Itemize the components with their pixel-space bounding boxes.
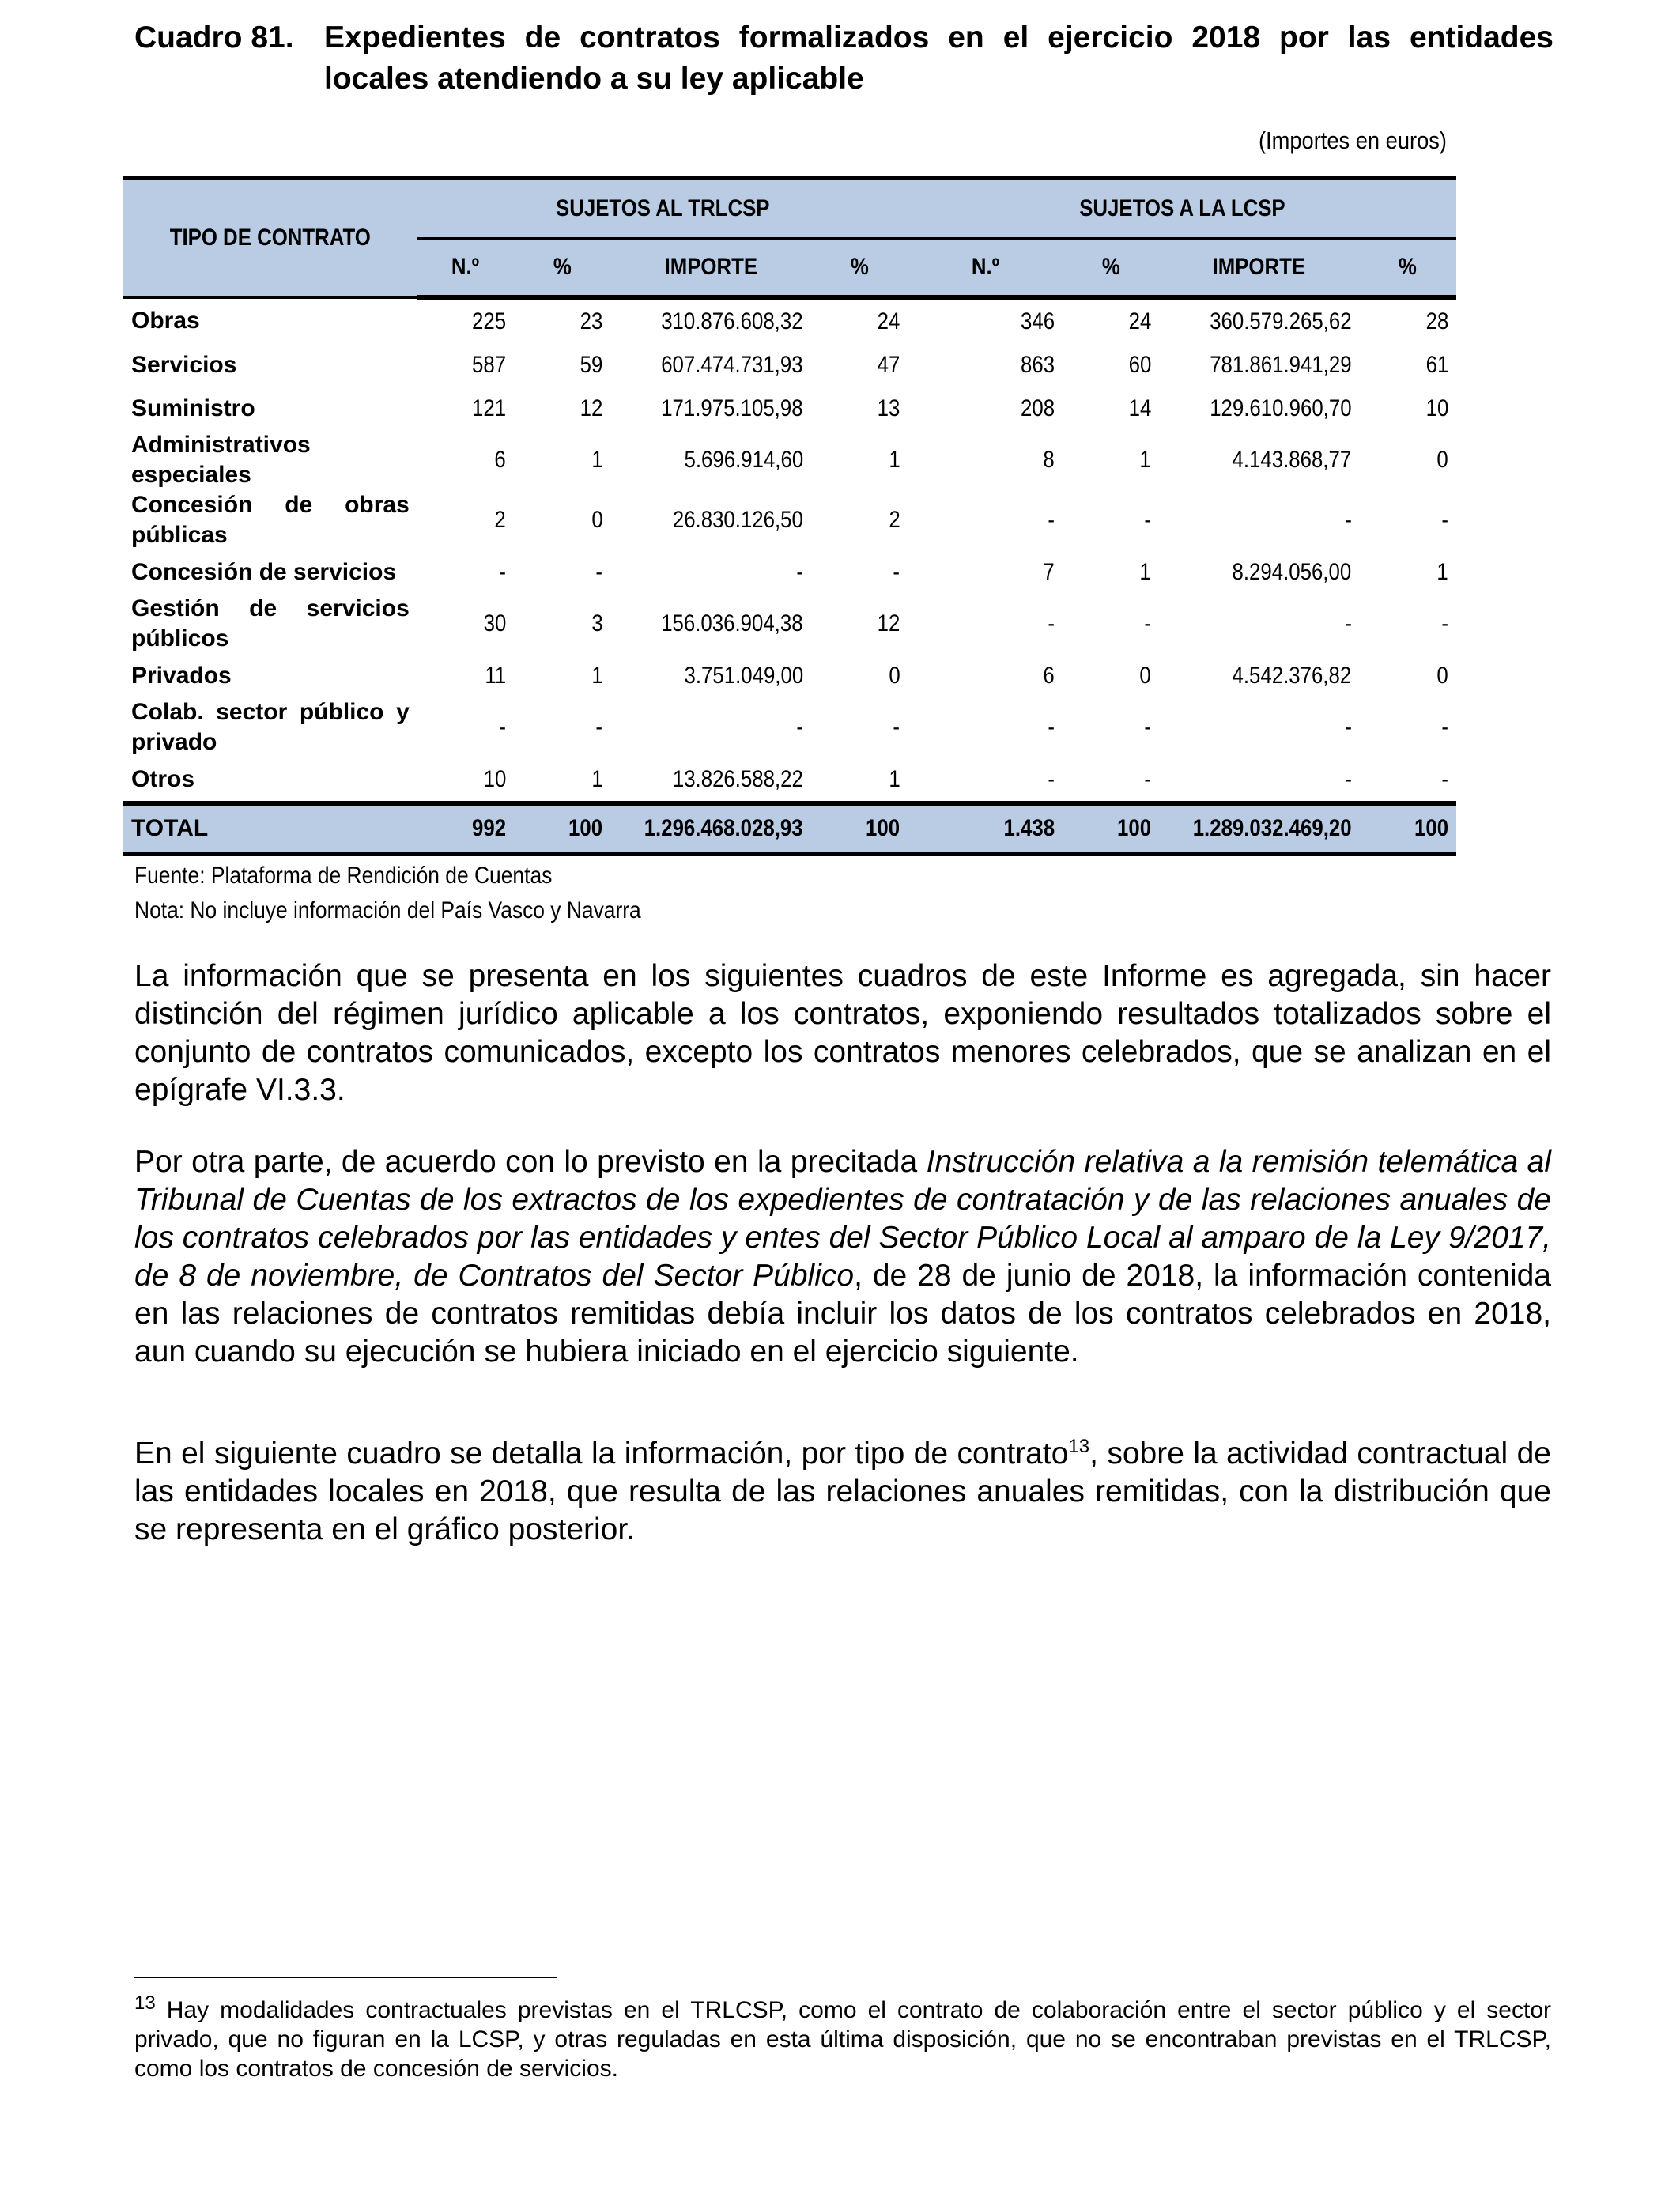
cell-value: 2 — [889, 507, 900, 533]
cell-value: - — [595, 714, 603, 740]
cell-value: 8.294.056,00 — [1232, 558, 1352, 585]
cell-value: 11 — [485, 662, 507, 689]
cell-value: 3.751.049,00 — [684, 662, 804, 689]
cell-value: - — [893, 714, 900, 740]
cell-value: - — [1144, 610, 1152, 636]
cell-value: 10 — [1425, 395, 1448, 421]
table-body — [123, 297, 1456, 854]
cell-value: 1 — [591, 662, 603, 689]
table-row — [123, 757, 1456, 803]
cell-value: 1 — [889, 765, 900, 792]
table-row — [123, 343, 1456, 387]
cell-value: 6 — [1043, 662, 1055, 689]
cell-value: 24 — [877, 308, 900, 334]
group-header-trlcsp: SUJETOS AL TRLCSP — [417, 178, 908, 239]
cell-value: 1 — [591, 765, 603, 792]
cell-value: 1 — [591, 447, 603, 473]
cell-value: 4.143.868,77 — [1232, 447, 1352, 473]
exclusion-note: Nota: No incluye información del País Vasco y Navarra — [134, 897, 641, 923]
cell-value: - — [499, 714, 507, 740]
cell-value: 863 — [1020, 351, 1055, 378]
cell-value: 2 — [494, 507, 507, 533]
table-row — [123, 594, 1456, 654]
cell-value: 4.542.376,82 — [1232, 662, 1352, 689]
cell-value: - — [1344, 765, 1352, 792]
cell-value: - — [1144, 765, 1152, 792]
table-row — [123, 430, 1456, 490]
paragraph-1: La información que se presenta en los siguientes cuadros de este Informe es agregada, sin hacer distinción del régimen jurídico aplicable a los contratos, exponiendo resultados totalizados sobre el conjunto de contratos comunicados, excepto los contratos menores celebrados, que se analizan en el epígrafe VI.3.3. — [134, 959, 1551, 1107]
cell-value: 1 — [1139, 447, 1152, 473]
cell-value: 100 — [514, 803, 610, 854]
cell-value: 1 — [1139, 558, 1152, 585]
cell-value: 5.696.914,60 — [684, 447, 804, 473]
cell-value: 6 — [494, 447, 507, 473]
cell-value: 26.830.126,50 — [673, 507, 804, 533]
cell-value: 1.289.032.469,20 — [1159, 803, 1360, 854]
source-note: Fuente: Plataforma de Rendición de Cuentas — [134, 863, 553, 889]
table-row — [123, 654, 1456, 697]
cell-value: 3 — [591, 610, 603, 636]
cell-value: 23 — [580, 308, 603, 334]
row-label: TOTAL — [123, 803, 417, 854]
cell-value: 100 — [1063, 803, 1159, 854]
cell-value: 587 — [472, 351, 507, 378]
table-row — [123, 297, 1456, 343]
row-label: Colab. sector público y privado — [131, 699, 410, 755]
row-label: Privados — [131, 662, 232, 689]
cell-value: 121 — [472, 395, 507, 421]
row-label: Otros — [131, 765, 195, 792]
cell-value: 0 — [591, 507, 603, 533]
cell-value: 61 — [1425, 351, 1448, 378]
cell-value: 100 — [1360, 803, 1456, 854]
cell-value: 14 — [1128, 395, 1152, 421]
cell-value: 360.579.265,62 — [1210, 308, 1352, 334]
cell-value: - — [796, 558, 804, 585]
cell-value: 8 — [1043, 447, 1055, 473]
cell-value: - — [1048, 507, 1055, 533]
sub-header-importe: IMPORTE — [610, 239, 811, 298]
cell-value: 607.474.731,93 — [661, 351, 804, 378]
cell-value: 1.296.468.028,93 — [610, 803, 811, 854]
cell-value: 28 — [1425, 308, 1448, 334]
cell-value: - — [893, 558, 900, 585]
group-header-lcsp: SUJETOS A LA LCSP — [908, 178, 1456, 239]
row-label: Obras — [131, 307, 200, 334]
cell-value: - — [1048, 610, 1055, 636]
cell-value: - — [499, 558, 507, 585]
cell-value: - — [1344, 507, 1352, 533]
row-label: Administrativos especiales — [131, 432, 311, 488]
cell-value: 60 — [1128, 351, 1152, 378]
sub-header-n: N.º — [908, 239, 1062, 298]
sub-header-pct: % — [1063, 239, 1159, 298]
cell-value: 225 — [472, 308, 507, 334]
sub-header-n: N.º — [417, 239, 514, 298]
paragraph-2: Por otra parte, de acuerdo con lo previsto en la precitada Instrucción relativa a la remisión telemática al Tribunal de Cuentas de los extractos de los expedientes de contratación y de las relaciones anuales de los contratos celebrados por las entidades y entes del Sector Público Local al amparo de la Ley 9/2017, de 8 de noviembre, de Contratos del Sector Público, de 28 de junio de 2018, la información contenida en las relaciones de contratos remitidas debía incluir los datos de los contratos celebrados en 2018, aun cuando su ejecución se hubiera iniciado en el ejercicio siguiente. — [134, 1145, 1551, 1369]
cell-value: 992 — [417, 803, 514, 854]
cell-value: - — [1441, 714, 1448, 740]
row-label: Suministro — [131, 395, 255, 421]
cell-value: - — [796, 714, 804, 740]
cell-value: 100 — [811, 803, 908, 854]
cell-value: 0 — [1139, 662, 1152, 689]
cell-value: 346 — [1020, 308, 1055, 334]
cell-value: 47 — [877, 351, 900, 378]
footnote-13: $^{13}$ Hay modalidades contractuales previstas en el TRLCSP, como el contrato de colaboración entre el sector público y el sector privado, que no figuran en la LCSP, y otras reguladas en esta última disposición, que no se encontraban previstas en el TRLCSP, como los contratos de concesión de servicios. — [134, 1992, 1551, 2082]
cell-value: 0 — [889, 662, 900, 689]
cell-value: 13 — [877, 395, 900, 421]
col-header-tipo: TIPO DE CONTRATO — [123, 178, 417, 297]
cell-value: 30 — [483, 610, 507, 636]
table-row — [123, 490, 1456, 550]
contracts-table — [123, 176, 1456, 856]
units-note: (Importes en euros) — [1258, 127, 1447, 154]
cell-value: - — [1344, 714, 1352, 740]
cell-value: - — [1441, 507, 1448, 533]
cell-value: 59 — [580, 351, 603, 378]
cell-value: 310.876.608,32 — [661, 308, 804, 334]
cell-value: 24 — [1128, 308, 1152, 334]
footnote-ref[interactable]: 13 — [1068, 1436, 1090, 1457]
cell-value: - — [1441, 610, 1448, 636]
footnote-divider — [134, 1977, 557, 1978]
cell-value: - — [1441, 765, 1448, 792]
table-caption — [134, 17, 1554, 100]
sub-header-pct: % — [514, 239, 610, 298]
cell-value: - — [1144, 507, 1152, 533]
cell-value: 156.036.904,38 — [661, 610, 804, 636]
sub-header-importe: IMPORTE — [1159, 239, 1360, 298]
cell-value: 1 — [1436, 558, 1448, 585]
cell-value: - — [595, 558, 603, 585]
cell-value: 0 — [1436, 447, 1448, 473]
cell-value: - — [1048, 714, 1055, 740]
caption-number: Cuadro 81. — [134, 21, 294, 55]
cell-value: 171.975.105,98 — [661, 395, 804, 421]
cell-value: 12 — [877, 610, 900, 636]
cell-value: 12 — [580, 395, 603, 421]
cell-value: 208 — [1020, 395, 1055, 421]
sub-header-pct: % — [811, 239, 908, 298]
cell-value: - — [1344, 610, 1352, 636]
cell-value: 129.610.960,70 — [1210, 395, 1352, 421]
caption-title: Expedientes de contratos formalizados en el ejercicio 2018 por las entidades locales atendiendo a su ley aplicable — [324, 21, 1554, 96]
cell-value: 1.438 — [908, 803, 1062, 854]
cell-value: 7 — [1043, 558, 1055, 585]
cell-value: - — [1144, 714, 1152, 740]
cell-value: - — [1048, 765, 1055, 792]
table-notes — [134, 859, 710, 928]
sub-header-pct: % — [1360, 239, 1456, 298]
cell-value: 13.826.588,22 — [673, 765, 804, 792]
cell-value: 781.861.941,29 — [1210, 351, 1352, 378]
row-label: Concesión de servicios — [131, 558, 397, 585]
table-row — [123, 550, 1456, 594]
cell-value: 0 — [1436, 662, 1448, 689]
cell-value: 10 — [483, 765, 507, 792]
table-row — [123, 697, 1456, 757]
row-label: Gestión de servicios públicos — [131, 595, 410, 651]
paragraph-3: En el siguiente cuadro se detalla la información, por tipo de contrato$^{13}$, sobre la actividad contractual de las entidades locales en 2018, que resulta de las relaciones anuales remitidas, con la distribución que se representa en el gráfico posterior. — [134, 1436, 1551, 1546]
row-label: Concesión de obras públicas — [131, 492, 410, 548]
row-label: Servicios — [131, 351, 237, 378]
cell-value: 1 — [889, 447, 900, 473]
total-row — [123, 803, 1456, 854]
table-row — [123, 387, 1456, 430]
